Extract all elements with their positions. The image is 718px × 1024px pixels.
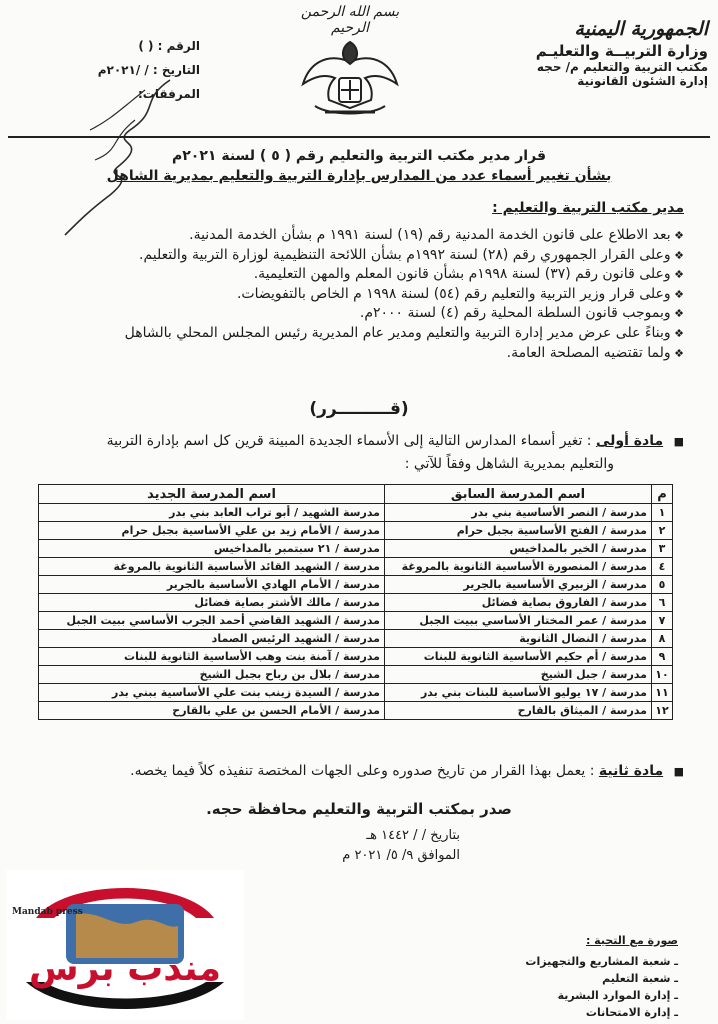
row-number: ١٠ [652, 666, 673, 684]
ministry-name: وزارة التربيــة والتعليـم [535, 42, 708, 60]
issued-statement: صدر بمكتب التربية والتعليم محافظة حجه. [206, 800, 512, 818]
row-number: ١٢ [652, 702, 673, 720]
article-two-label: مادة ثانية [598, 763, 664, 779]
decision-number-line: قرار مدير مكتب التربية والتعليم رقم ( ٥ ) لسنة ٢٠٢١م [172, 148, 546, 164]
table-row [39, 684, 673, 702]
old-school-name: مدرسة / عمر المختار الأساسي ببيت الجبل [385, 612, 652, 630]
table-row [39, 522, 673, 540]
copy-recipient: ـ إدارة الموارد البشرية [557, 989, 678, 1002]
row-number: ٦ [652, 594, 673, 612]
column-header-number: م [652, 485, 673, 504]
new-school-name: مدرسة / الشهيد القائد الأساسية الثانوية بالمروغة [39, 558, 385, 576]
director-heading: مدير مكتب التربية والتعليم : [492, 200, 684, 216]
row-number: ١١ [652, 684, 673, 702]
article-two-text: : يعمل بهذا القرار من تاريخ صدوره وعلى الجهات المختصة تنفيذه كلاً فيما يخصه. [130, 763, 595, 779]
old-school-name: مدرسة / الفاروق بصاية فضائل [385, 594, 652, 612]
bismillah: بسم الله الرحمن الرحيم [300, 4, 400, 36]
row-number: ٩ [652, 648, 673, 666]
table-header-row [39, 485, 673, 504]
logo-arabic-text: مندب برس [28, 948, 222, 989]
square-bullet-icon: ■ [673, 435, 684, 448]
clause-item: ❖ وبناءً على عرض مدير إدارة التربية والتعليم ومدير عام المديرية رئيس المجلس المحلي بالشاهل [60, 324, 684, 344]
column-header-new-name: اسم المدرسة الجديد [39, 485, 385, 504]
clause-item: ❖ بعد الاطلاع على قانون الخدمة المدنية رقم (١٩) لسنة ١٩٩١ م بشأن الخدمة المدنية. [60, 226, 684, 246]
clause-item: ❖ ولما تقتضيه المصلحة العامة. [60, 344, 684, 364]
department-name: إدارة الشئون القانونية [577, 74, 708, 88]
row-number: ١ [652, 504, 673, 522]
copies-heading: صورة مع التحية : [585, 934, 678, 947]
schools-table [38, 484, 673, 720]
copy-recipient: ـ إدارة الامتحانات [585, 1006, 678, 1019]
article-one-label: مادة أولى [595, 433, 664, 449]
article-one-text: : تغير أسماء المدارس التالية إلى الأسماء الجديدة المبينة قرين كل اسم بإدارة التربية [106, 433, 592, 449]
copy-recipient: ـ شعبة المشاريع والتجهيزات [525, 955, 678, 968]
office-name: مكتب التربية والتعليم م/ حجه [536, 60, 708, 74]
republic-title: الجمهورية اليمنية [574, 18, 708, 40]
letterhead-ministry [498, 18, 708, 88]
table-row [39, 504, 673, 522]
issue-dates [230, 826, 460, 866]
eagle-emblem-icon [295, 24, 405, 124]
old-school-name: مدرسة / الزبيري الأساسية بالجرير [385, 576, 652, 594]
decision-title [70, 146, 648, 186]
schools-table-body [39, 504, 673, 720]
column-header-old-name: اسم المدرسة السابق [385, 485, 652, 504]
old-school-name: مدرسة / النضال الثانوية [385, 630, 652, 648]
table-row [39, 648, 673, 666]
row-number: ٨ [652, 630, 673, 648]
new-school-name: مدرسة / السيدة زينب بنت علي الأساسية ببني بدر [39, 684, 385, 702]
old-school-name: مدرسة / المنصورة الأساسية الثانوية بالمروغة [385, 558, 652, 576]
table-row [39, 702, 673, 720]
new-school-name: مدرسة / ٢١ سبتمبر بالمداخيس [39, 540, 385, 558]
copies-list [525, 932, 678, 1021]
logo-latin-text: Mandab press [12, 907, 83, 917]
new-school-name: مدرسة / الشهيد القاضي أحمد الجرب الأساسي ببيت الجبل [39, 612, 385, 630]
row-number: ٣ [652, 540, 673, 558]
table-row [39, 666, 673, 684]
decided-heading: (قـــــــــرر) [309, 399, 409, 419]
mandab-press-logo-icon [6, 870, 244, 1020]
row-number: ٥ [652, 576, 673, 594]
clause-item: ❖ وبموجب قانون السلطة المحلية رقم (٤) لسنة ٢٠٠٠م. [60, 304, 684, 324]
old-school-name: مدرسة / جبل الشيخ [385, 666, 652, 684]
hijri-date: بتاريخ / / ١٤٤٢ هـ [366, 828, 460, 843]
row-number: ٤ [652, 558, 673, 576]
table-row [39, 630, 673, 648]
new-school-name: مدرسة / بلال بن رباح بجبل الشيخ [39, 666, 385, 684]
new-school-name: مدرسة الشهيد / أبو تراب العابد بني بدر [39, 504, 385, 522]
article-one-text-cont: والتعليم بمديرية الشاهل وفقاً للآتي : [404, 456, 614, 472]
old-school-name: مدرسة / ١٧ يوليو الأساسية للبنات بني بدر [385, 684, 652, 702]
clause-item: ❖ وعلى القرار الجمهوري رقم (٢٨) لسنة ١٩٩٢م بشأن اللائحة التنظيمية لوزارة التربية والتعليم. [60, 246, 684, 266]
old-school-name: مدرسة / الميثاق بالقارح [385, 702, 652, 720]
decision-subject: بشأن تغيير أسماء عدد من المدارس بإدارة التربية والتعليم بمديرية الشاهل [106, 168, 612, 184]
new-school-name: مدرسة / مالك الأشتر بصاية فضائل [39, 594, 385, 612]
new-school-name: مدرسة / الشهيد الرئيس الصماد [39, 630, 385, 648]
old-school-name: مدرسة / أم حكيم الأساسية الثانوية للبنات [385, 648, 652, 666]
table-row [39, 558, 673, 576]
table-row [39, 540, 673, 558]
row-number: ٢ [652, 522, 673, 540]
reference-number: الرقم : ( ) [138, 39, 200, 53]
header-divider [8, 136, 710, 138]
old-school-name: مدرسة / الخير بالمداخيس [385, 540, 652, 558]
square-bullet-icon: ■ [673, 765, 684, 778]
new-school-name: مدرسة / الأمام زيد بن علي الأساسية بجبل حرام [39, 522, 385, 540]
preamble-clauses [60, 226, 684, 363]
new-school-name: مدرسة / الأمام الحسن بن علي بالقارح [39, 702, 385, 720]
article-one [50, 430, 684, 475]
attachments-label: المرفقات: [138, 87, 200, 101]
clause-item: ❖ وعلى قرار وزير التربية والتعليم رقم (٥٤) لسنة ١٩٩٨ م الخاص بالتفويضات. [60, 285, 684, 305]
article-two [50, 760, 684, 783]
new-school-name: مدرسة / الأمام الهادي الأساسية بالجرير [39, 576, 385, 594]
table-row [39, 612, 673, 630]
table-row [39, 576, 673, 594]
gregorian-date: الموافق ٩/ ٥/ ٢٠٢١ م [342, 848, 460, 863]
row-number: ٧ [652, 612, 673, 630]
old-school-name: مدرسة / النصر الأساسية بني بدر [385, 504, 652, 522]
table-row [39, 594, 673, 612]
clause-item: ❖ وعلى قانون رقم (٣٧) لسنة ١٩٩٨م بشأن قانون المعلم والمهن التعليمية. [60, 265, 684, 285]
old-school-name: مدرسة / الفتح الأساسية بجبل حرام [385, 522, 652, 540]
new-school-name: مدرسة / آمنة بنت وهب الأساسية الثانوية للبنات [39, 648, 385, 666]
copy-recipient: ـ شعبة التعليم [602, 972, 678, 985]
document-date: التاريخ : / /٢٠٢١م [97, 63, 200, 77]
